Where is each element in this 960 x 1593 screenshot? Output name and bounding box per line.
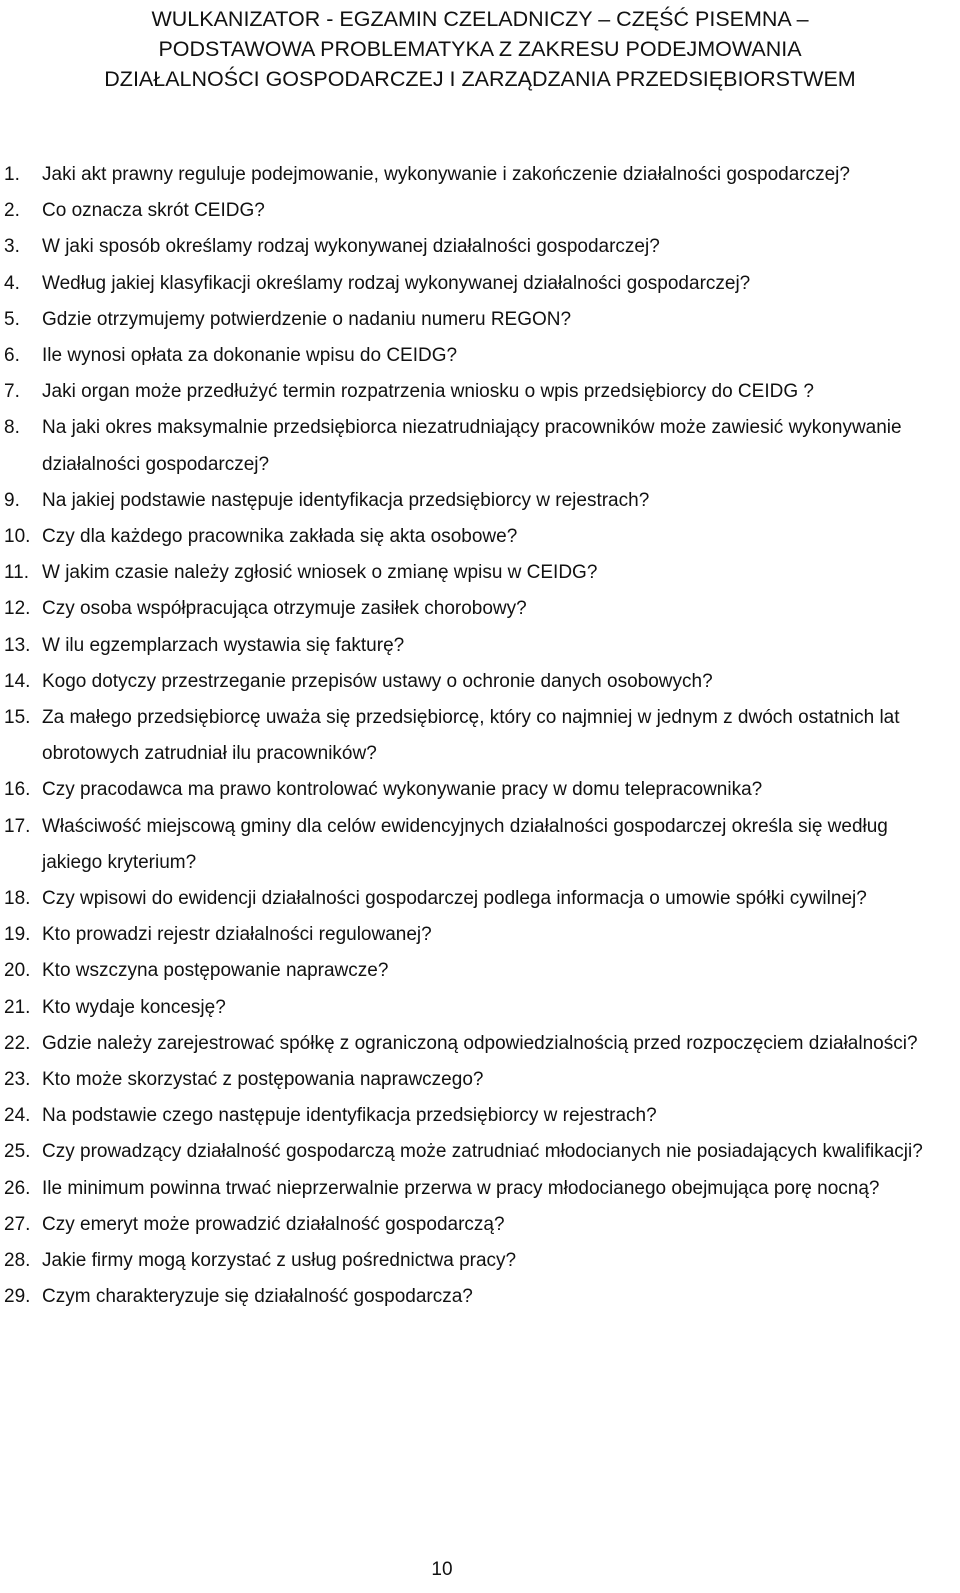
question-text: Czy wpisowi do ewidencji działalności gospodarczej podlega informacja o umowie spółki cywilnej? [42,888,867,910]
question-item [0,193,960,229]
question-item [0,1279,960,1315]
question-item [0,1098,960,1134]
question-text: Kto wydaje koncesję? [42,996,226,1018]
question-number: 21. [4,996,31,1018]
question-number: 25. [4,1141,31,1163]
question-text: Ile minimum powinna trwać nieprzerwalnie przerwa w pracy młodocianego obejmująca porę nocną? [42,1177,880,1199]
question-text: Jakie firmy mogą korzystać z usług pośrednictwa pracy? [42,1250,517,1272]
question-text: Gdzie otrzymujemy potwierdzenie o nadaniu numeru REGON? [42,308,572,330]
question-item [0,990,960,1026]
question-text: W jaki sposób określamy rodzaj wykonywanej działalności gospodarczej? [42,236,660,258]
question-number: 14. [4,670,31,692]
question-item [0,881,960,917]
question-item [0,953,960,989]
question-text: Jaki organ może przedłużyć termin rozpatrzenia wniosku o wpis przedsiębiorcy do CEIDG ? [42,381,814,403]
question-item [0,338,960,374]
question-text: Za małego przedsiębiorcę uważa się przedsiębiorcę, który co najmniej w jednym z dwóch ostatnich lat obrotowych zatrudniał ilu pracowników? [42,707,900,765]
question-number: 10. [4,526,31,548]
question-text: Według jakiej klasyfikacji określamy rodzaj wykonywanej działalności gospodarczej? [42,272,751,294]
question-item [0,628,960,664]
question-text: Na podstawie czego następuje identyfikacja przedsiębiorcy w rejestrach? [42,1105,657,1127]
question-number: 27. [4,1213,31,1235]
question-text: Na jakiej podstawie następuje identyfikacja przedsiębiorcy w rejestrach? [42,489,650,511]
question-number: 2. [4,200,20,222]
question-number: 1. [4,164,20,185]
title-line-3: DZIAŁALNOŚCI GOSPODARCZEJ I ZARZĄDZANIA PRZEDSIĘBIORSTWEM [104,67,856,91]
question-number: 17. [4,815,31,837]
question-number: 16. [4,779,31,801]
question-item [0,410,960,482]
question-item [0,1062,960,1098]
question-item [0,591,960,627]
question-number: 20. [4,960,31,982]
question-item [0,772,960,808]
question-number: 9. [4,489,20,511]
question-text: Kto wszczyna postępowanie naprawcze? [42,960,389,982]
question-text: Czy prowadzący działalność gospodarczą może zatrudniać młodocianych nie posiadających kwalifikacji? [42,1141,923,1163]
question-number: 23. [4,1069,31,1091]
question-number: 8. [4,417,20,439]
question-text: Co oznacza skrót CEIDG? [42,200,265,222]
question-text: Właściwość miejscową gminy dla celów ewidencyjnych działalności gospodarczej określa się według jakiego kryterium? [42,815,888,873]
question-number: 7. [4,381,20,403]
question-text: Kogo dotyczy przestrzeganie przepisów ustawy o ochronie danych osobowych? [42,670,713,692]
question-number: 29. [4,1286,31,1308]
document-title [0,4,960,94]
page-number: 10 [431,1559,453,1580]
question-text: Na jaki okres maksymalnie przedsiębiorca niezatrudniający pracowników może zawiesić wykonywanie działalności gospodarczej? [42,417,902,475]
question-number: 5. [4,308,20,330]
question-item [0,157,960,193]
question-item [0,1134,960,1170]
question-item [0,917,960,953]
question-text: Kto prowadzi rejestr działalności regulowanej? [42,924,432,946]
question-number: 12. [4,598,31,620]
question-number: 15. [4,707,31,729]
title-line-2: PODSTAWOWA PROBLEMATYKA Z ZAKRESU PODEJMOWANIA [158,37,802,61]
question-item [0,229,960,265]
question-number: 13. [4,634,31,656]
question-text: Ile wynosi opłata za dokonanie wpisu do CEIDG? [42,345,458,367]
question-item [0,1243,960,1279]
question-item [0,1207,960,1243]
question-text: Jaki akt prawny reguluje podejmowanie, wykonywanie i zakończenie działalności gospodarczej? [42,164,850,185]
question-item [0,1171,960,1207]
question-number: 19. [4,924,31,946]
question-text: Czym charakteryzuje się działalność gospodarcza? [42,1286,473,1308]
question-item [0,809,960,881]
question-list [0,157,960,1316]
question-item [0,266,960,302]
question-text: Kto może skorzystać z postępowania naprawczego? [42,1069,484,1091]
question-item [0,555,960,591]
question-item [0,302,960,338]
question-item [0,374,960,410]
question-number: 24. [4,1105,31,1127]
question-text: W jakim czasie należy zgłosić wniosek o zmianę wpisu w CEIDG? [42,562,598,584]
question-item [0,483,960,519]
question-text: Czy pracodawca ma prawo kontrolować wykonywanie pracy w domu telepracownika? [42,779,763,801]
question-number: 18. [4,888,31,910]
question-text: Czy emeryt może prowadzić działalność gospodarczą? [42,1213,505,1235]
question-item [0,700,960,772]
question-number: 26. [4,1177,31,1199]
question-text: Czy osoba współpracująca otrzymuje zasiłek chorobowy? [42,598,527,620]
question-item [0,519,960,555]
question-number: 22. [4,1032,31,1054]
question-number: 28. [4,1250,31,1272]
question-item [0,1026,960,1062]
title-line-1: WULKANIZATOR - EGZAMIN CZELADNICZY – CZĘŚĆ PISEMNA – [151,7,809,31]
question-number: 6. [4,345,20,367]
question-text: W ilu egzemplarzach wystawia się fakturę? [42,634,405,656]
question-number: 3. [4,236,20,258]
question-text: Gdzie należy zarejestrować spółkę z ograniczoną odpowiedzialnością przed rozpoczęciem działalności? [42,1032,918,1054]
question-number: 4. [4,272,20,294]
question-item [0,664,960,700]
question-text: Czy dla każdego pracownika zakłada się akta osobowe? [42,526,518,548]
question-number: 11. [4,562,30,584]
